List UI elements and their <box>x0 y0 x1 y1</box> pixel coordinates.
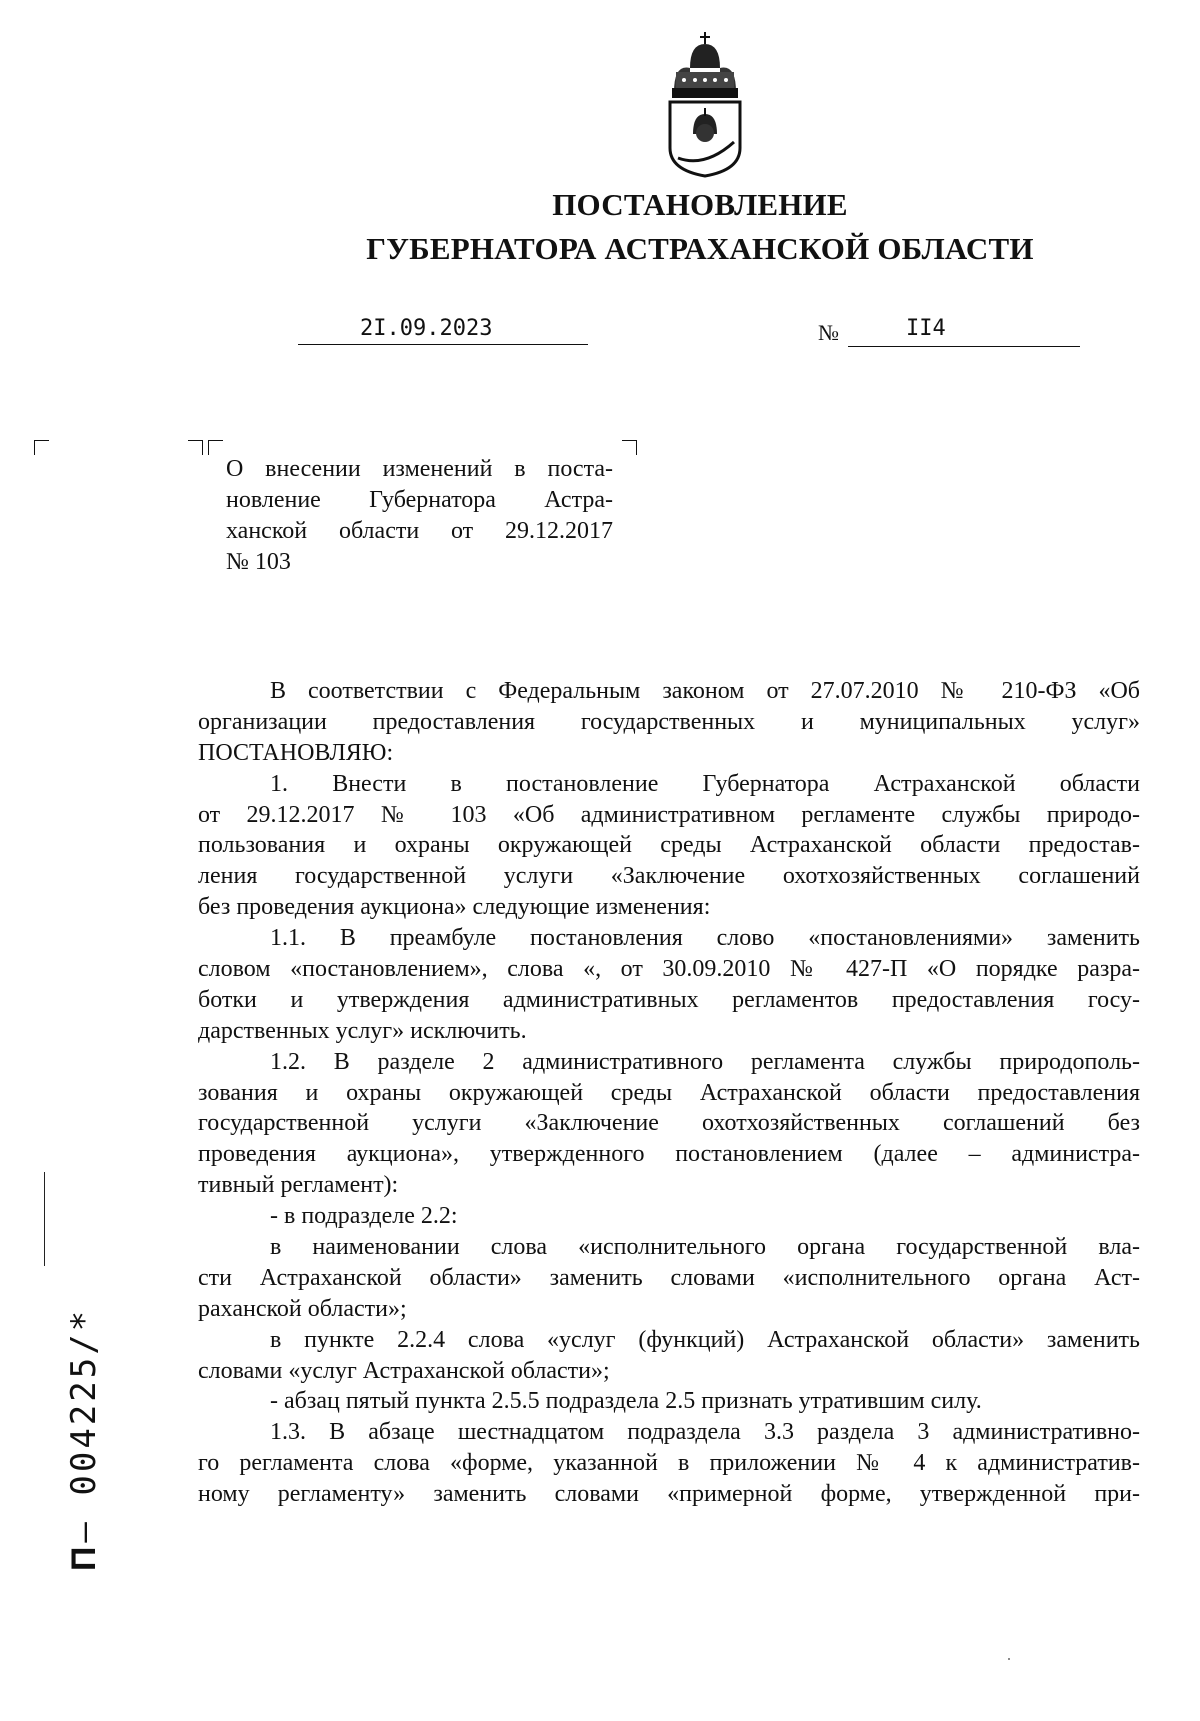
body-line: дарственных услуг» исключить. <box>198 1017 527 1044</box>
body-line: 1. Внести в постановление Губернатора Астраханской области <box>270 770 1140 797</box>
registration-code <box>64 1308 104 1571</box>
subject-line: О внесении изменений в поста- <box>226 456 613 482</box>
body-line: В соответствии с Федеральным законом от 27.07.2010 № 210-ФЗ «Об <box>270 678 1140 704</box>
body-line: проведения аукциона», утвержденного постановлением (далее – администра- <box>198 1141 1140 1168</box>
body-line: государственной услуги «Заключение охотхозяйственных соглашений без <box>198 1110 1140 1137</box>
issuer-title: ГУБЕРНАТОРА АСТРАХАНСКОЙ ОБЛАСТИ <box>366 231 1034 266</box>
registration-code-number: – 004225/* <box>64 1307 104 1543</box>
scan-speck <box>1008 1658 1010 1660</box>
body-line: сти Астраханской области» заменить словами «исполнительного органа Аст- <box>198 1264 1140 1291</box>
body-line: от 29.12.2017 № 103 «Об административном регламенте службы природо- <box>198 801 1140 828</box>
body-line: го регламента слова «форме, указанной в приложении № 4 к административ- <box>198 1450 1140 1477</box>
subject-corner-mark <box>208 440 223 455</box>
margin-line <box>44 1172 45 1266</box>
body-line: пользования и охраны окружающей среды Астраханской области предостав- <box>198 832 1140 859</box>
body-line: ления государственной услуги «Заключение охотхозяйственных соглашений <box>198 863 1140 890</box>
coat-of-arms-icon <box>660 30 750 180</box>
body-line: организации предоставления государственных и муниципальных услуг» <box>198 708 1140 735</box>
body-line: 1.3. В абзаце шестнадцатом подраздела 3.3 раздела 3 административно- <box>270 1419 1140 1446</box>
subject-line: № 103 <box>226 549 291 575</box>
subject-line: ханской области от 29.12.2017 <box>226 518 613 544</box>
subject-corner-mark <box>622 440 637 455</box>
number-label: № <box>818 320 839 345</box>
body-line: ному регламенту» заменить словами «примерной форме, утвержденной при- <box>198 1481 1140 1508</box>
margin-corner-mark <box>34 440 49 455</box>
body-line: ботки и утверждения административных регламентов предоставления госу- <box>198 986 1140 1013</box>
body-line: словом «постановлением», слова «, от 30.09.2010 № 427-П «О порядке разра- <box>198 956 1140 983</box>
body-line: тивный регламент): <box>198 1172 399 1199</box>
date-underline <box>298 344 588 345</box>
body-line: ПОСТАНОВЛЯЮ: <box>198 739 394 766</box>
document-subject <box>226 454 613 578</box>
subject-line: новление Губернатора Астра- <box>226 487 613 513</box>
body-line: в наименовании слова «исполнительного органа государственной вла- <box>270 1234 1140 1261</box>
body-line: - абзац пятый пункта 2.5.5 подраздела 2.5 признать утратившим силу. <box>270 1388 982 1415</box>
body-line: раханской области»; <box>198 1295 407 1322</box>
document-body <box>198 676 1140 1510</box>
document-type-title: ПОСТАНОВЛЕНИЕ <box>552 187 848 222</box>
body-line: - в подразделе 2.2: <box>270 1203 458 1230</box>
body-line: в пункте 2.2.4 слова «услуг (функций) Астраханской области» заменить <box>270 1326 1140 1353</box>
number-underline <box>848 346 1080 347</box>
body-line: зования и охраны окружающей среды Астраханской области предоставления <box>198 1079 1140 1106</box>
body-line: 1.1. В преамбуле постановления слово «постановлениями» заменить <box>270 925 1140 952</box>
document-date: 2I.09.2023 <box>360 316 493 341</box>
subject-corner-mark <box>188 440 203 455</box>
body-line: словами «услуг Астраханской области»; <box>198 1357 610 1384</box>
registration-code-prefix: П <box>65 1546 103 1571</box>
document-number: II4 <box>906 316 946 341</box>
body-line: без проведения аукциона» следующие изменения: <box>198 894 711 921</box>
body-line: 1.2. В разделе 2 административного регламента службы природополь- <box>270 1048 1140 1075</box>
